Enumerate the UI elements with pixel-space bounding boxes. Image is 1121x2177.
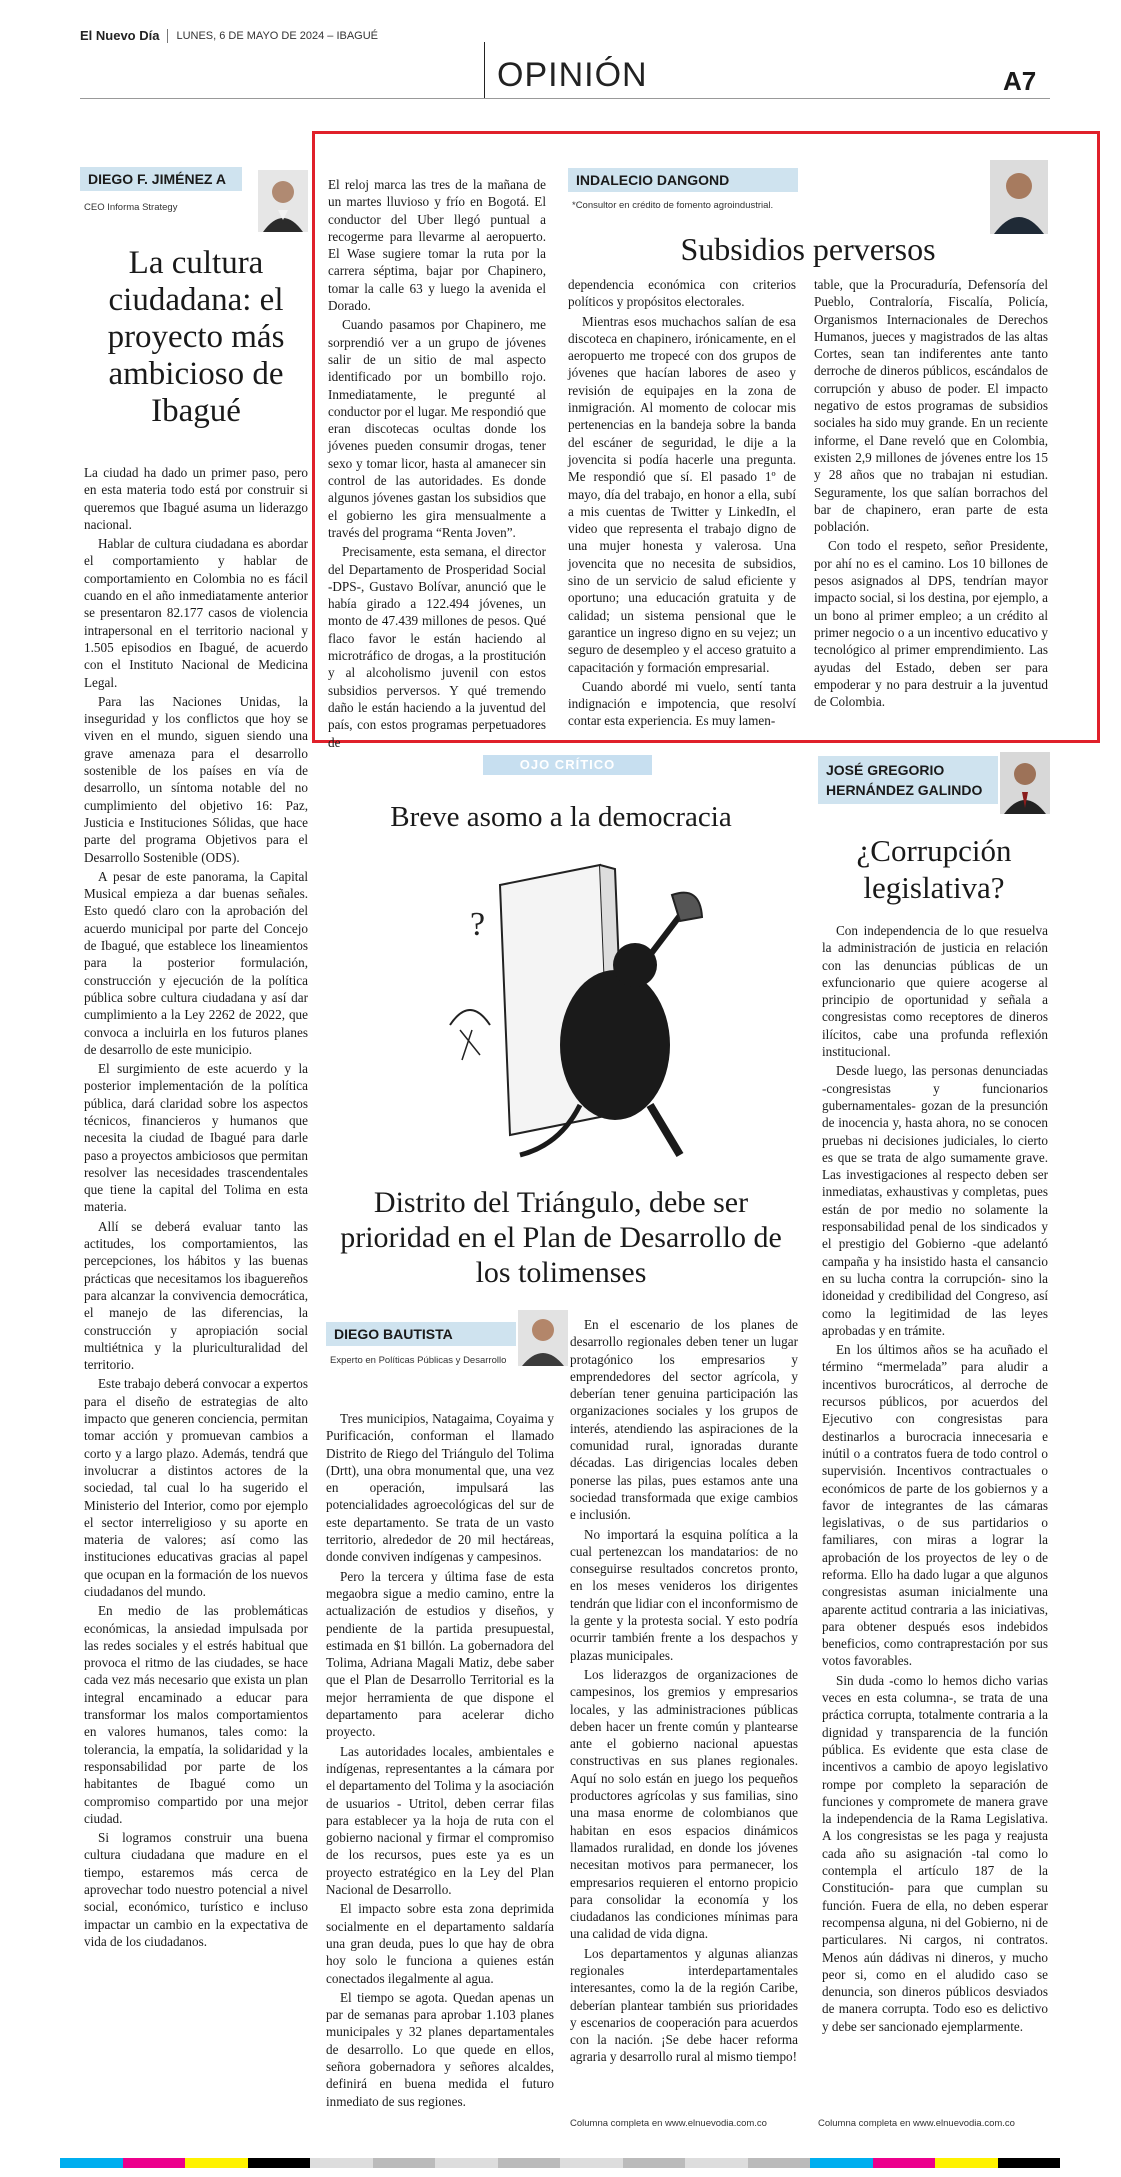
article-column bbox=[570, 1316, 798, 2098]
newspaper-logo: El Nuevo Día bbox=[80, 28, 160, 43]
paragraph: A pesar de este panorama, la Capital Musical empieza a dar buenas señales. Esto quedó claro con la aprobación del acuerdo municipal por parte del Concejo de Ibagué, que establece los lineamientos para la posterior formulación, construcción y ejecución de la política pública sobre cultura ciudadana y así dar cumplimiento a la Ley 2262 de 2022, que convoca a incluirla en los futuros planes de desarrollo de este municipio. bbox=[84, 868, 308, 1057]
paragraph: No importará la esquina política a la cual pertenezcan los mandatarios: de no conseguirse resultados concretos pronto, en los meses venideros los dirigentes tendrán que lidiar con el inconformismo de la gente y la protesta social. Y esto podría ocurrir también frente a los despachos y plazas municipales. bbox=[570, 1526, 798, 1663]
author-photo bbox=[1000, 752, 1050, 814]
headline: Distrito del Triángulo, debe ser prioridad en el Plan de Desarrollo de los tolimenses bbox=[340, 1186, 782, 1289]
paragraph: Allí se deberá evaluar tanto las actitudes, los comportamientos, las percepciones, los hábitos y las buenas prácticas que necesitamos los ibaguereños para alcanzar la convivencia democrática, el manejo de las diferencias, la construcción y apropiación social multiétnica y la pluriculturalidad del territorio. bbox=[84, 1218, 308, 1373]
cartoon-title: Breve asomo a la democracia bbox=[390, 801, 732, 833]
author-photo bbox=[990, 160, 1048, 234]
author-photo bbox=[258, 170, 308, 232]
article-column bbox=[822, 922, 1048, 2112]
paragraph: Con independencia de lo que resuelva la administración de justicia en relación con las denuncias públicas de un exfuncionario que quiere acogerse al principio de oportunidad y señala a congresistas como receptores de dineros ilícitos, cabe una profunda reflexión institucional. bbox=[822, 923, 1048, 1060]
paragraph: table, que la Procuraduría, Defensoría del Pueblo, Contraloría, Fiscalía, Policía, Organismos Internacionales de Derechos Humanos, jueces y magistrados de las altas Cortes, sean tan indiferentes ante tanto derroche de dineros públicos, escándalos de corrupción y abuso de poder. El impacto negativo de estos programas de subsidios sociales ha sido muy grande. En un reciente informe, el Dane reveló que en Colombia, existen 2,9 millones de jóvenes entre los 15 y 28 años que no trabajan ni estudian. Seguramente, los que salían borrachos del bar de chapinero, eran parte de esta población. bbox=[814, 277, 1048, 535]
paragraph: Sin duda -como lo hemos dicho varias veces en esta columna-, se trata de una práctica corrupta, totalmente contraria a la dignidad y transparencia de la función pública. Es evidente que esta clase de incentivos a cambio de apoyo legislativo rompe por completo la separación de funciones y compromete de manera grave la independencia de la Rama Legislativa. A los congresistas se les paga y reajusta cada año su asignación -tal como lo contempla el artículo 187 de la Constitución- para que cumplan su función. Fuera de ella, no deben esperar recompensa alguna, ni del Gobierno, ni de particulares. Ni cargos, ni contratos. Menos aún dádivas ni dineros, y mucho peor si, como en el aludido caso se denuncia, son dineros públicos desviados de manera corrupta. Todo eso es delictivo y debe ser sancionado ejemplarmente. bbox=[822, 1672, 1048, 2034]
headline: ¿Corrupción legislativa? bbox=[856, 833, 1012, 905]
author-bar bbox=[80, 167, 242, 191]
paragraph: Los liderazgos de organizaciones de campesinos, los gremios y empresarios locales, y las administraciones públicas deben hacer un frente común y plantearse ante el gobierno nacional apuestas constructivas en sus planes regionales. Aquí no solo están en juego los pequeños productores agrícolas y sus familias, sino una masa enorme de colombianos que habitan en esos espacios dinámicos llamados ruralidad, en donde los jóvenes necesitan motivos para permanecer, los empresarios requieren el entorno propicio para consolidar la economía y los ciudadanos las condiciones mínimas para una calidad de vida digna. bbox=[570, 1666, 798, 1942]
author-name: DIEGO F. JIMÉNEZ A bbox=[88, 171, 226, 187]
paragraph: El reloj marca las tres de la mañana de un martes lluvioso y frío en Bogotá. El conductor del Uber llegó puntual a recogerme para llevarme al aeropuerto. El Wase sugiere tomar la ruta por la carrera séptima, bajar por Chapinero, tomar la calle 63 y luego la avenida el Dorado. bbox=[328, 177, 546, 314]
paragraph: Precisamente, esta semana, el director del Departamento de Prosperidad Social -DPS-, Gustavo Bolívar, anunció que le había girado a 122.494 jóvenes, un monto de 47.439 millones de pesos. Qué flaco favor le están haciendo al microtráfico de drogas, a la prostitución y al alcoholismo juvenil con estos subsidios perversos. Y qué tremendo daño le están haciendo a la juventud del país, con estos programas perpetuadores de bbox=[328, 544, 546, 750]
author-role: *Consultor en crédito de fomento agroindustrial. bbox=[572, 200, 774, 211]
headline: La cultura ciudadana: el proyecto más ambicioso de Ibagué bbox=[107, 245, 285, 429]
paragraph: Cuando pasamos por Chapinero, me sorprendió ver a un grupo de jóvenes salir de un sitio de mal aspecto identificado por un bombillo rojo. Inmediatamente, le pregunté al conductor por el lugar. Me respondió que eran discotecas ocultas donde los jóvenes pueden consumir drogas, tener sexo y tomar licor, hasta al amanecer sin control de las autoridades. Es donde algunos jóvenes gastan los subsidios que el gobierno les gira mensualmente a través del programa “Renta Joven”. bbox=[328, 317, 546, 540]
article-column bbox=[328, 176, 546, 750]
paragraph: dependencia económica con criterios políticos y propósitos electorales. bbox=[568, 277, 796, 310]
paragraph: Este trabajo deberá convocar a expertos para el diseño de estrategias de alto impacto que generen conciencia, permitan tomar acción y promuevan cambios a corto y a largo plazo. Además, tendrá que involucrar a distintos actores de la sociedad, tal cual lo ha sugerido el Ministerio del Interior, como por ejemplo el sector interreligioso y su aporte en materia de valores; así como las instituciones educativas gracias al papel que ocupan en la formación de los nuevos ciudadanos del mundo. bbox=[84, 1376, 308, 1599]
registration-bar bbox=[60, 2158, 1060, 2168]
author-bar bbox=[568, 168, 798, 192]
column-footer: Columna completa en www.elnuevodia.com.co bbox=[818, 2118, 1015, 2129]
paragraph: Mientras esos muchachos salían de esa discoteca en chapinero, irónicamente, en el aeropuerto me tropecé con dos grupos de jóvenes que hacían labores de aseo y revisión de equipajes en la zona de inmigración. Al momento de colocar mis pertenencias en la bandeja sobre la banda del escáner de seguridad, le dije a la jovencita si podía hacerle una pregunta. Me respondió que sí. El pasado 1º de mayo, día del trabajo, en honor a ella, subí a mis cuentas de Twitter y LinkedIn, el video que representa el trabajo digno de una mujer honesta y valerosa. Una jovencita que no necesita de subsidios, sino de un servicio de salud eficiente y oportuno; una educación gratuita y de calidad; un sistema pensional que le garantice un ingreso digno en su vejez; un seguro de desempleo y el acceso gratuito a capacitación y formación empresarial. bbox=[568, 313, 796, 675]
section-title: OPINIÓN bbox=[497, 56, 648, 94]
paragraph: Pero la tercera y última fase de esta megaobra sigue a medio camino, entre la actualización de estudios y diseños, y pendiente de la partida presupuestal, estimada en $1 billón. La gobernadora del Tolima, Adriana Magali Matiz, debe saber que el Plan de Desarrollo Territorial es la mejor herramienta de que dispone el departamento para acelerar dicho proyecto. bbox=[326, 1568, 554, 1740]
dateline: LUNES, 6 DE MAYO DE 2024 – IBAGUÉ bbox=[176, 29, 379, 42]
author-name: DIEGO BAUTISTA bbox=[334, 1326, 453, 1342]
paragraph: En los últimos años se ha acuñado el término “mermelada” para aludir a incentivos burocráticos, al derroche de recursos públicos, por acuerdos del Ejecutivo con congresistas para destinarlos a burocracia innecesaria e inútil o a contratos fuera de todo control o supervisión. Incentivos contractuales o económicos de parte de los gobiernos y a favor de integrantes de las cámaras legislativas, o de sus partidarios o familiares, con miras a lograr la aprobación de los proyectos de ley o de reforma. Ello ha dado lugar a que algunos congresistas asuman inicialmente una aparente actitud contraria a las iniciativas, para obtener después esos indebidos beneficios, como contraprestación por sus votos favorables. bbox=[822, 1342, 1048, 1669]
page-number: A7 bbox=[1003, 66, 1037, 96]
paragraph: Desde luego, las personas denunciadas -congresistas y funcionarios gubernamentales- gozan de la presunción de inocencia y, hasta ahora, no se conocen pruebas ni decisiones judiciales, lo cierto es que se trata de algo sumamente grave. Las investigaciones al respecto deben ser inmediatas, exhaustivas y completas, pues están de por medio no solamente la responsabilidad penal de los sindicados y el prestigio del Gobierno -que adelantó campaña y ha insistido hasta el cansancio en su lucha contra la corrupción- sino la idoneidad y credibilidad del Congreso, así como la legitimidad de las leyes aprobadas y en trámite. bbox=[822, 1063, 1048, 1338]
paragraph: Las autoridades locales, ambientales e indígenas, representantes a la cámara por el departamento del Tolima y la asociación de usuarios - Utritol, deben cerrar filas para establecer ya la hoja de ruta con el gobierno nacional y firmar el compromiso de los recursos, pues este ya es un proyecto estratégico en la Ley del Plan Nacional de Desarrollo. bbox=[326, 1743, 554, 1898]
svg-text:?: ? bbox=[470, 906, 486, 943]
author-name: HERNÁNDEZ GALINDO bbox=[826, 782, 983, 798]
paragraph: Con todo el respeto, señor Presidente, por ahí no es el camino. Los 10 billones de pesos asignados al DPS, tendrían mayor impacto social, si los destina, por ejemplo, a un bono al primer empleo; a un crédito al primer negocio o a un incentivo educativo y tecnológico al primer emprendimiento. Las ayudas del Estado, deben ser para empoderar y no para destruir a la juventud de Colombia. bbox=[814, 538, 1048, 710]
author-bar bbox=[818, 756, 998, 804]
author-role: CEO Informa Strategy bbox=[84, 202, 178, 213]
author-name: JOSÉ GREGORIO bbox=[826, 762, 945, 778]
article-column bbox=[568, 276, 796, 736]
divider bbox=[484, 42, 485, 98]
headline: Subsidios perversos bbox=[680, 231, 936, 267]
ojo-critico-label: OJO CRÍTICO bbox=[483, 755, 652, 775]
paragraph: Para las Naciones Unidas, la inseguridad y los conflictos que hoy se viven en el mundo, siguen siendo una grave amenaza para el desarrollo sostenible de los países en vía de desarrollo, un síntoma notable del no cumplimiento del objetivo 16: Paz, Justicia e Instituciones Sólidas, que hace parte del programa Objetivos para el Desarrollo Sostenible (ODS). bbox=[84, 693, 308, 865]
paragraph: En medio de las problemáticas económicas, la ansiedad impulsada por las redes sociales y el estrés habitual que provoca el ritmo de las ciudades, se hace cada vez más necesario que exista un plan integral encaminado a educar para transformar los malos comportamientos en valores humanos, tales como: la tolerancia, la empatía, la solidaridad y la responsabilidad por parte de los habitantes de Ibagué como un compromiso compartido por una mejor ciudad. bbox=[84, 1603, 308, 1826]
author-name: INDALECIO DANGOND bbox=[576, 172, 730, 188]
author-role: Experto en Políticas Públicas y Desarrollo bbox=[330, 1355, 507, 1366]
paragraph: En el escenario de los planes de desarrollo regionales deben tener un lugar protagónico los empresarios y emprendedores del sector agrícola, y deberían tener genuina participación las organizaciones sociales y los grupos de interés, atendiendo las aspiraciones de la comunidad rural, ignoradas durante décadas. Las dirigencias locales deben ponerse las pilas, pues estamos ante una sociedad transformada que exige cambios e inclusión. bbox=[570, 1317, 798, 1523]
article-body bbox=[84, 464, 308, 2132]
divider bbox=[167, 29, 168, 43]
paragraph: Los departamentos y algunas alianzas regionales interdepartamentales interesantes, como la de la región Caribe, deberían plantear también sus prioridades y escenarios de cooperación para acuerdos con la nación. ¡Se debe hacer reforma agraria y desarrollo rural al mismo tiempo! bbox=[570, 1945, 798, 2065]
paragraph: El surgimiento de este acuerdo y la posterior implementación de la política pública, dará claridad sobre los aspectos técnicos, financieros y humanos que necesita la ciudad de Ibagué para darle paso a proyectos ambiciosos que permitan resolver las necesidades trascendentales que tiene la capital del Tolima en esta materia. bbox=[84, 1061, 308, 1215]
cartoon-illustration bbox=[410, 855, 710, 1165]
paragraph: Si logramos construir una buena cultura ciudadana que madure en el tiempo, estaremos más cerca de aprovechar todo nuestro potencial a nivel social, económico, turístico e incluso impactar un cambio en la expectativa de vida de los ciudadanos. bbox=[84, 1830, 308, 1949]
paragraph: La ciudad ha dado un primer paso, pero en esta materia todo está por construir si queremos que Ibagué asuma un liderazgo nacional. bbox=[84, 465, 308, 532]
paragraph: El impacto sobre esta zona deprimida socialmente en el departamento saldaría una gran deuda, pues lo que hay de obra hoy solo le funciona a quienes están conectados ilegalmente al agua. bbox=[326, 1901, 554, 1986]
masthead bbox=[80, 28, 378, 43]
paragraph: El tiempo se agota. Quedan apenas un par de semanas para aprobar 1.103 planes municipales y 32 planes departamentales de desarrollo. Lo que quede en ellos, señora gobernadora y señores alcaldes, definirá en buena medida el futuro inmediato de sus regiones. bbox=[326, 1989, 554, 2109]
article-column bbox=[814, 276, 1048, 736]
author-bar bbox=[326, 1322, 516, 1346]
author-photo bbox=[518, 1310, 568, 1366]
column-footer: Columna completa en www.elnuevodia.com.co bbox=[570, 2118, 767, 2129]
paragraph: Hablar de cultura ciudadana es abordar el comportamiento y hablar de comportamiento en Colombia no es fácil cuando en el año inmediatamente anterior se presentaron 82.177 casos de violencia intrapersonal en el territorio nacional y 1.505 episodios en Ibagué, de acuerdo con el Instituto Nacional de Medicina Legal. bbox=[84, 536, 308, 690]
divider bbox=[80, 98, 1050, 99]
paragraph: Tres municipios, Natagaima, Coyaima y Purificación, conforman el llamado Distrito de Riego del Triángulo del Tolima (Drtt), una obra monumental que, una vez en operación, impulsará las potencialidades agroecológicas del sur de este departamento. Se trata de un vasto territorio, alrededor de 20 mil hectáreas, donde conviven indígenas y campesinos. bbox=[326, 1411, 554, 1565]
paragraph: Cuando abordé mi vuelo, sentí tanta indignación e impotencia, que resolví contar esta experiencia. Es muy lamen- bbox=[568, 678, 796, 729]
article-column bbox=[326, 1410, 554, 2109]
